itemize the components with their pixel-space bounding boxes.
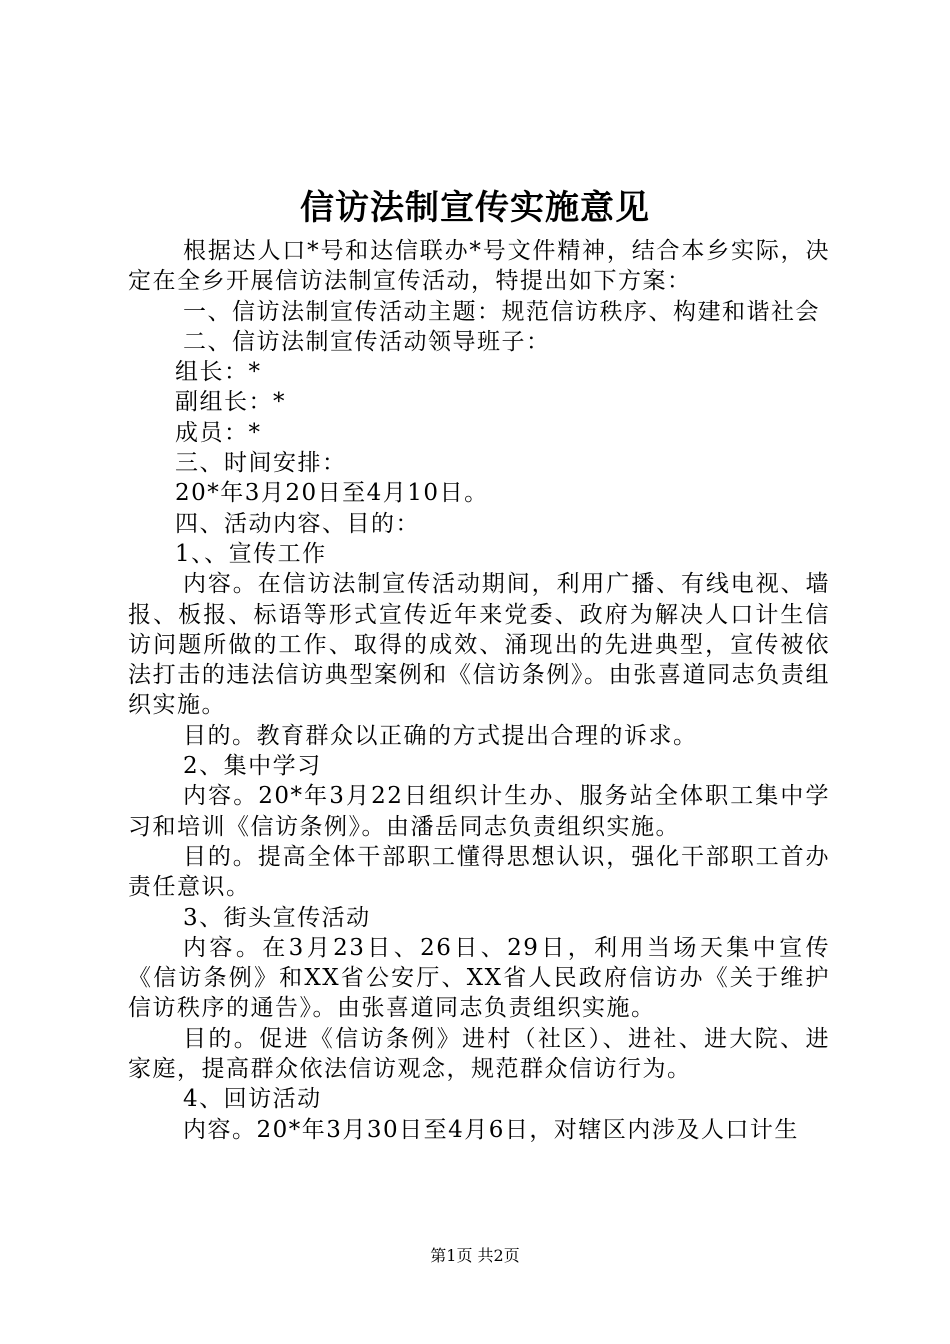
- paragraph-deputy-leader: 副组长：*: [175, 389, 286, 416]
- paragraph-leadership-heading: 二、信访法制宣传活动领导班子：: [183, 328, 551, 355]
- paragraph-leader: 组长：*: [175, 359, 262, 386]
- paragraph-item3-content: 内容。在3月23日、26日、29日，利用当场天集中宣传《信访条例》和XX省公安厅、XX省人民政府信访办《关于维护信访秩序的通告》。由张喜道同志负责组织实施。: [128, 934, 830, 1022]
- page-footer: 第1页 共2页: [430, 1246, 520, 1265]
- paragraph-intro: 根据达人口*号和达信联办*号文件精神，结合本乡实际，决定在全乡开展信访法制宣传活动，特提出如下方案：: [128, 238, 830, 295]
- paragraph-item2-heading: 2、集中学习: [183, 753, 322, 780]
- paragraph-item1-heading: 1、、宣传工作: [175, 540, 327, 567]
- paragraph-theme: 一、信访法制宣传活动主题：规范信访秩序、构建和谐社会: [183, 298, 820, 325]
- paragraph-members: 成员：*: [175, 419, 262, 446]
- paragraph-activities-heading: 四、活动内容、目的：: [175, 510, 420, 537]
- paragraph-item4-content: 内容。20*年3月30日至4月6日，对辖区内涉及人口计生: [183, 1116, 799, 1143]
- paragraph-item2-content: 内容。20*年3月22日组织计生办、服务站全体职工集中学习和培训《信访条例》。由潘岳同志负责组织实施。: [128, 783, 830, 840]
- paragraph-item2-purpose: 目的。提高全体干部职工懂得思想认识，强化干部职工首办责任意识。: [128, 843, 830, 901]
- document-body: [128, 236, 830, 1145]
- paragraph-schedule-heading: 三、时间安排：: [175, 450, 347, 477]
- paragraph-item1-purpose: 目的。教育群众以正确的方式提出合理的诉求。: [183, 722, 698, 749]
- paragraph-schedule: 20*年3月20日至4月10日。: [175, 480, 489, 507]
- paragraph-item3-purpose: 目的。促进《信访条例》进村（社区）、进社、进大院、进家庭，提高群众依法信访观念，规范群众信访行为。: [128, 1025, 830, 1083]
- paragraph-item3-heading: 3、街头宣传活动: [183, 904, 371, 931]
- document-title: 信访法制宣传实施意见: [300, 188, 650, 228]
- paragraph-item4-heading: 4、回访活动: [183, 1086, 322, 1113]
- paragraph-item1-content: 内容。在信访法制宣传活动期间，利用广播、有线电视、墙报、板报、标语等形式宣传近年来党委、政府为解决人口计生信访问题所做的工作、取得的成效、涌现出的先进典型，宣传被依法打击的违法信访典型案例和《信访条例》。由张喜道同志负责组织实施。: [128, 571, 830, 719]
